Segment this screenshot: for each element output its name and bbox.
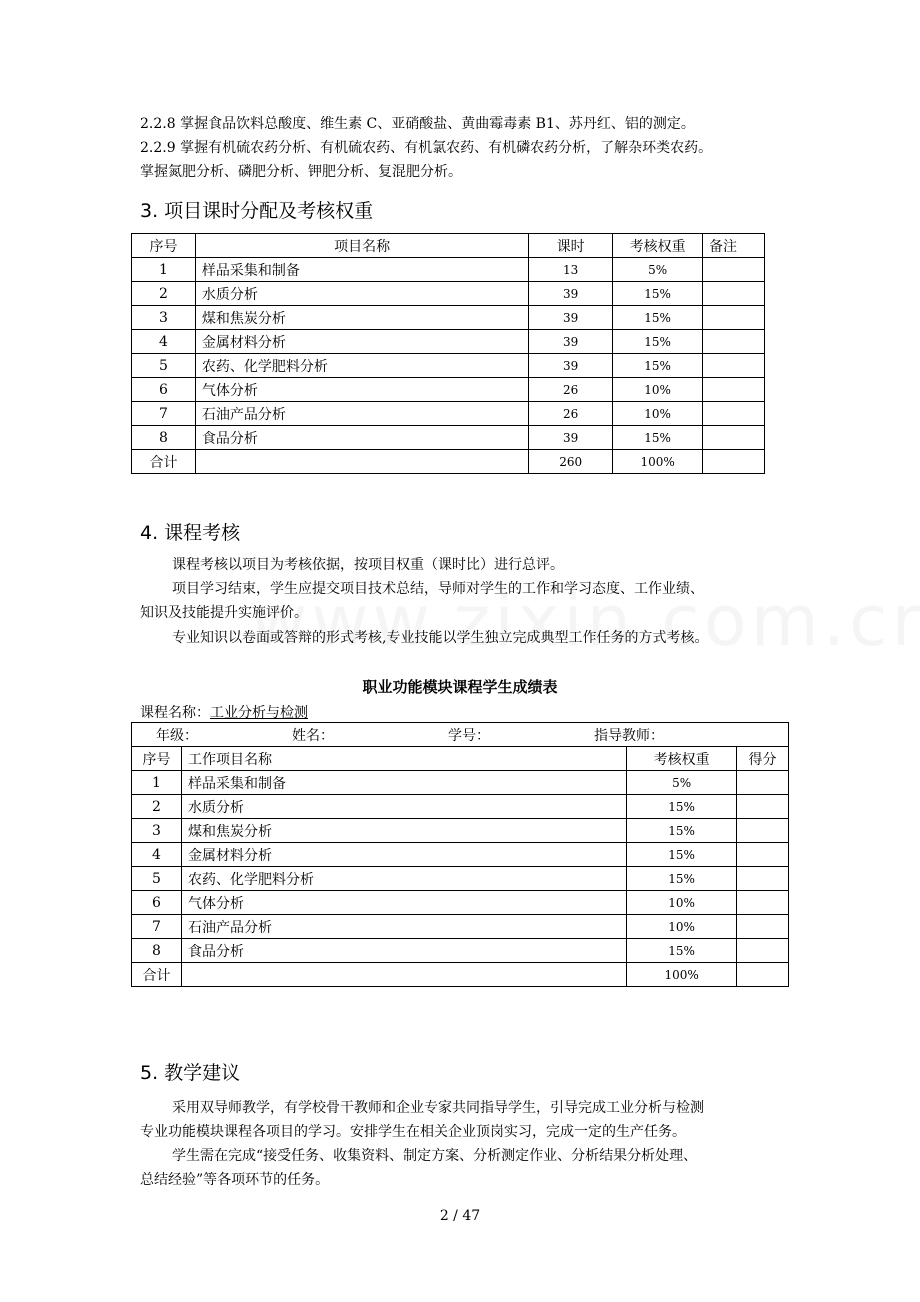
cell-no: 1 [132, 258, 196, 282]
cell-hours: 39 [529, 330, 613, 354]
cell-item-name: 农药、化学肥料分析 [181, 867, 626, 891]
assessment-para-3: 专业知识以卷面或答辩的形式考核,专业技能以学生独立完成典型工作任务的方式考核。 [172, 630, 709, 646]
cell-weight: 15% [627, 795, 737, 819]
teaching-para-1b: 专业功能模块课程各项目的学习。安排学生在相关企业顶岗实习，完成一定的生产任务。 [140, 1124, 686, 1140]
cell-hours: 39 [529, 354, 613, 378]
intro-line-1: 2.2.8 掌握食品饮料总酸度、维生素 C、亚硝酸盐、黄曲霉毒素 B1、苏丹红、铝的测定。 [140, 116, 695, 132]
table-header-row [132, 234, 765, 258]
cell-notes [703, 354, 765, 378]
cell-score [737, 963, 789, 987]
table-row [132, 330, 765, 354]
cell-item-name [181, 963, 626, 987]
intro-line-3: 掌握氮肥分析、磷肥分析、钾肥分析、复混肥分析。 [140, 164, 462, 180]
cell-no: 8 [132, 939, 182, 963]
total-row [132, 963, 789, 987]
table-row [132, 354, 765, 378]
intro-line-2: 2.2.9 掌握有机硫农药分析、有机硫农药、有机氯农药、有机磷农药分析，了解杂环类农药。 [140, 140, 713, 156]
cell-score [737, 867, 789, 891]
cell-score [737, 843, 789, 867]
cell-hours: 39 [529, 426, 613, 450]
cell-weight: 15% [627, 939, 737, 963]
table-row [132, 258, 765, 282]
section-4-heading: 4. 课程考核 [140, 522, 241, 544]
cell-weight: 15% [627, 819, 737, 843]
cell-weight: 15% [613, 282, 703, 306]
cell-no: 4 [132, 843, 182, 867]
cell-notes [703, 402, 765, 426]
table-row [132, 819, 789, 843]
cell-item-name: 食品分析 [181, 939, 626, 963]
cell-weight: 10% [627, 891, 737, 915]
course-label: 课程名称： [140, 705, 210, 721]
student-id-label: 学号： [448, 727, 490, 744]
col-header-name: 项目名称 [195, 234, 528, 258]
cell-item-name: 气体分析 [181, 891, 626, 915]
cell-no: 3 [132, 306, 196, 330]
cell-item-name: 样品采集和制备 [181, 771, 626, 795]
cell-hours: 39 [529, 306, 613, 330]
cell-score [737, 939, 789, 963]
cell-project-name: 食品分析 [195, 426, 528, 450]
col-header-weight: 考核权重 [613, 234, 703, 258]
cell-weight: 15% [627, 843, 737, 867]
table-row [132, 306, 765, 330]
cell-weight: 15% [613, 306, 703, 330]
col-header-item: 工作项目名称 [181, 747, 626, 771]
cell-project-name: 样品采集和制备 [195, 258, 528, 282]
table-header-row [132, 747, 789, 771]
table-row [132, 426, 765, 450]
cell-notes [703, 330, 765, 354]
cell-weight: 10% [613, 402, 703, 426]
cell-no: 1 [132, 771, 182, 795]
cell-weight: 15% [613, 426, 703, 450]
cell-notes [703, 306, 765, 330]
cell-hours: 13 [529, 258, 613, 282]
cell-notes [703, 282, 765, 306]
cell-no: 6 [132, 891, 182, 915]
col-header-no: 序号 [132, 747, 182, 771]
cell-weight: 5% [627, 771, 737, 795]
table-row [132, 795, 789, 819]
cell-no: 7 [132, 402, 196, 426]
cell-project-name [195, 450, 528, 474]
cell-notes [703, 426, 765, 450]
cell-item-name: 金属材料分析 [181, 843, 626, 867]
cell-no: 8 [132, 426, 196, 450]
cell-weight: 5% [613, 258, 703, 282]
cell-project-name: 气体分析 [195, 378, 528, 402]
cell-item-name: 石油产品分析 [181, 915, 626, 939]
table-row [132, 771, 789, 795]
cell-project-name: 农药、化学肥料分析 [195, 354, 528, 378]
hours-weight-table [131, 233, 765, 474]
col-header-notes: 备注 [703, 234, 765, 258]
cell-no: 2 [132, 795, 182, 819]
col-header-no: 序号 [132, 234, 196, 258]
assessment-para-2a: 项目学习结束，学生应提交项目技术总结，导师对学生的工作和学习态度、工作业绩、 [172, 581, 704, 597]
cell-no: 6 [132, 378, 196, 402]
section-3-heading: 3. 项目课时分配及考核权重 [140, 200, 374, 222]
teaching-para-2b: 总结经验”等各项环节的任务。 [140, 1172, 330, 1188]
cell-item-name: 煤和焦炭分析 [181, 819, 626, 843]
total-row [132, 450, 765, 474]
cell-no: 合计 [132, 450, 196, 474]
table-row [132, 402, 765, 426]
cell-project-name: 石油产品分析 [195, 402, 528, 426]
col-header-weight: 考核权重 [627, 747, 737, 771]
cell-notes [703, 258, 765, 282]
grade-label: 年级： [156, 727, 198, 744]
student-info-cell [132, 723, 789, 747]
cell-weight: 15% [627, 867, 737, 891]
table-row [132, 915, 789, 939]
teaching-para-1a: 采用双导师教学，有学校骨干教师和企业专家共同指导学生，引导完成工业分析与检测 [172, 1100, 704, 1116]
student-info-row [132, 723, 789, 747]
watermark [250, 580, 920, 662]
cell-hours: 260 [529, 450, 613, 474]
course-name-line [140, 702, 308, 722]
table-row [132, 867, 789, 891]
cell-weight: 100% [627, 963, 737, 987]
cell-no: 2 [132, 282, 196, 306]
cell-score [737, 891, 789, 915]
cell-score [737, 771, 789, 795]
teaching-para-2a: 学生需在完成“接受任务、收集资料、制定方案、分析测定作业、分析结果分析处理、 [172, 1148, 698, 1164]
col-header-score: 得分 [737, 747, 789, 771]
cell-no: 4 [132, 330, 196, 354]
cell-weight: 100% [613, 450, 703, 474]
cell-no: 5 [132, 867, 182, 891]
cell-score [737, 819, 789, 843]
cell-weight: 10% [613, 378, 703, 402]
table-row [132, 891, 789, 915]
table-row [132, 843, 789, 867]
section-5-heading: 5. 教学建议 [140, 1062, 241, 1084]
assessment-para-1: 课程考核以项目为考核依据，按项目权重（课时比）进行总评。 [172, 557, 564, 573]
cell-notes [703, 450, 765, 474]
score-table-title: 职业功能模块课程学生成绩表 [362, 678, 558, 696]
page-number: 2 / 47 [439, 1208, 481, 1224]
cell-no: 3 [132, 819, 182, 843]
cell-no: 7 [132, 915, 182, 939]
advisor-label: 指导教师： [594, 727, 664, 744]
student-name-label: 姓名： [292, 727, 334, 744]
score-table [131, 722, 789, 987]
cell-project-name: 煤和焦炭分析 [195, 306, 528, 330]
cell-hours: 39 [529, 282, 613, 306]
course-name: 工业分析与检测 [210, 705, 308, 721]
cell-notes [703, 378, 765, 402]
table-row [132, 282, 765, 306]
cell-hours: 26 [529, 378, 613, 402]
table-row [132, 378, 765, 402]
cell-no: 5 [132, 354, 196, 378]
cell-project-name: 水质分析 [195, 282, 528, 306]
cell-hours: 26 [529, 402, 613, 426]
cell-weight: 15% [613, 354, 703, 378]
cell-no: 合计 [132, 963, 182, 987]
cell-item-name: 水质分析 [181, 795, 626, 819]
cell-weight: 15% [613, 330, 703, 354]
cell-project-name: 金属材料分析 [195, 330, 528, 354]
col-header-hours: 课时 [529, 234, 613, 258]
cell-score [737, 915, 789, 939]
assessment-para-2b: 知识及技能提升实施评价。 [140, 605, 308, 621]
cell-score [737, 795, 789, 819]
table-row [132, 939, 789, 963]
cell-weight: 10% [627, 915, 737, 939]
